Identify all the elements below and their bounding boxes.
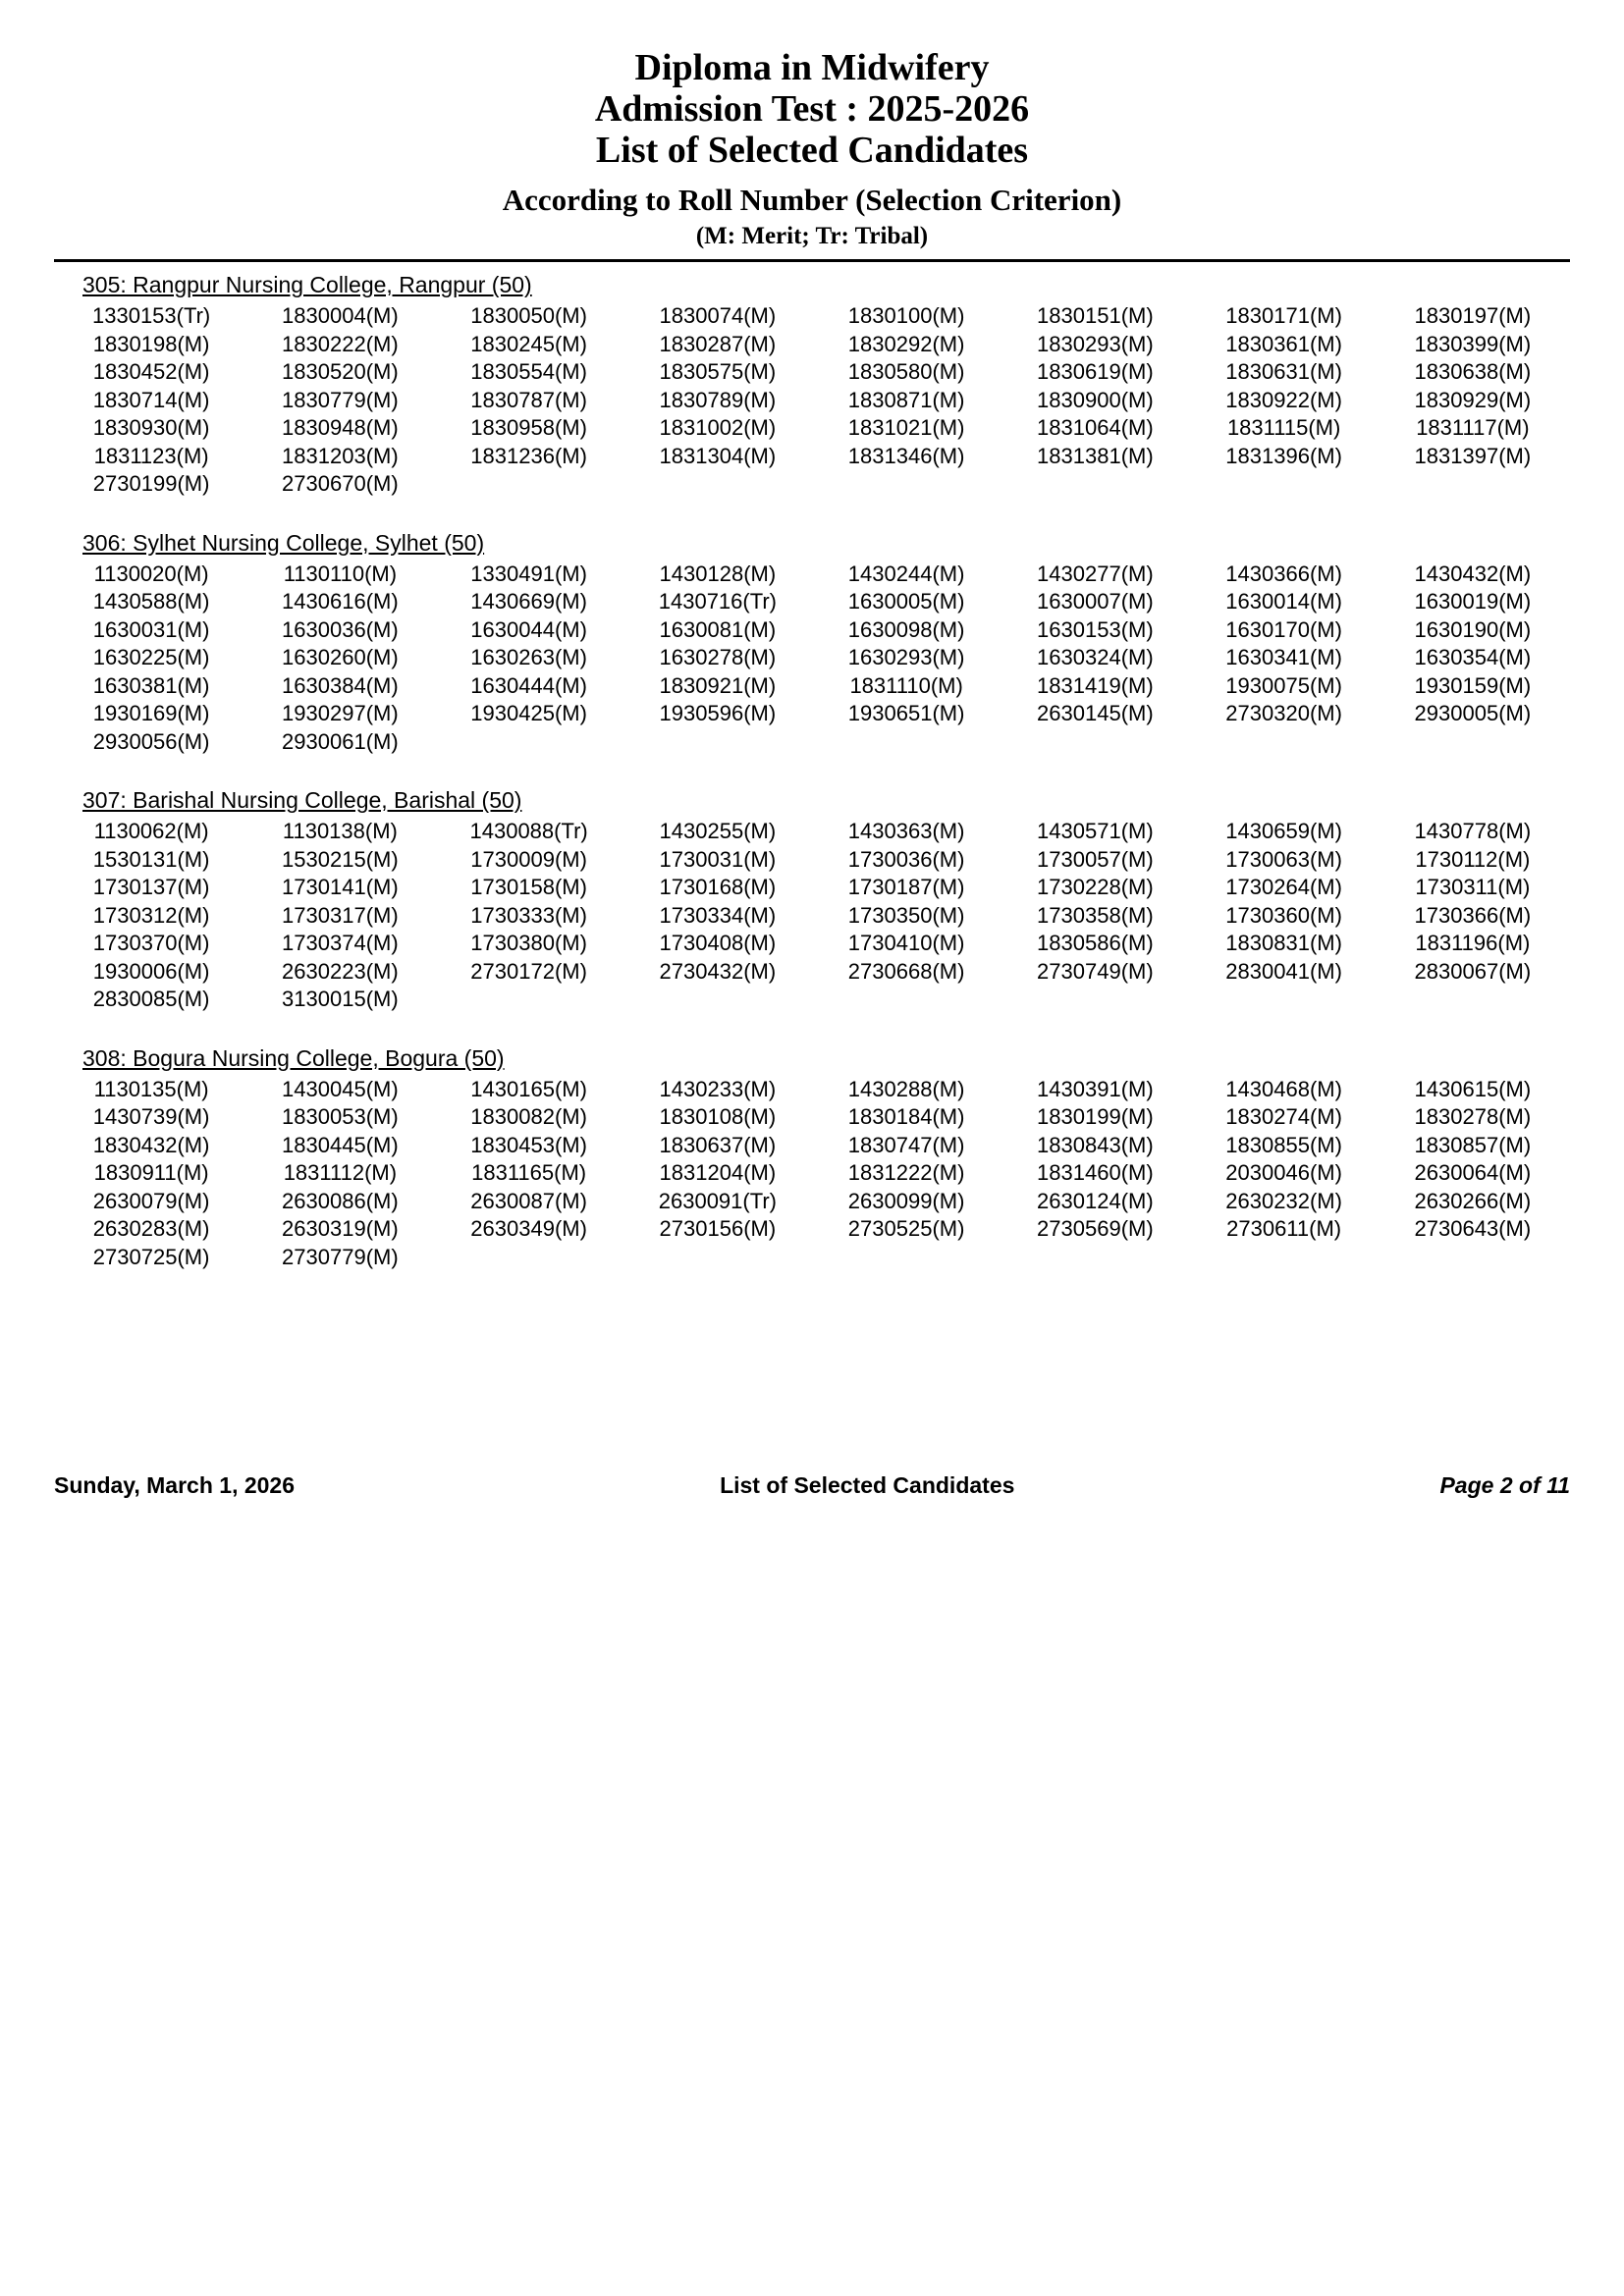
roll-number: 1430716(Tr) [658, 589, 777, 614]
roll-number: 1830074(M) [659, 303, 777, 328]
roll-number: 1630036(M) [282, 616, 399, 642]
roll-number: 1330491(M) [470, 561, 587, 586]
roll-number: 1930169(M) [92, 701, 210, 725]
college-section [57, 272, 1567, 499]
roll-number: 1830361(M) [1225, 331, 1342, 356]
roll-number: 1930159(M) [1414, 672, 1532, 698]
roll-number: 1430088(Tr) [469, 819, 588, 843]
roll-number: 1430165(M) [470, 1076, 587, 1101]
roll-number: 1530215(M) [282, 846, 399, 872]
roll-number: 1830197(M) [1414, 303, 1532, 328]
roll-number: 1830053(M) [282, 1104, 399, 1129]
roll-number: 1831002(M) [659, 415, 777, 440]
roll-number: 1730112(M) [1415, 846, 1531, 872]
roll-number: 1830108(M) [659, 1104, 777, 1129]
roll-number: 2630064(M) [1414, 1160, 1532, 1185]
college-section-heading: 307: Barishal Nursing College, Barishal (50) [82, 787, 522, 813]
roll-number: 1831346(M) [847, 443, 965, 468]
roll-number: 1831236(M) [470, 443, 587, 468]
roll-number: 2630223(M) [282, 958, 399, 984]
roll-number: 2630086(M) [282, 1188, 399, 1213]
roll-number: 1630384(M) [282, 672, 399, 698]
roll-number: 1630098(M) [847, 616, 965, 642]
roll-number: 1730380(M) [470, 931, 587, 955]
roll-number: 1630170(M) [1225, 616, 1342, 642]
roll-number: 2730156(M) [659, 1216, 777, 1241]
roll-number: 1830575(M) [659, 359, 777, 384]
roll-number: 3130015(M) [282, 987, 399, 1011]
roll-number: 2730172(M) [470, 958, 587, 984]
roll-number: 1630031(M) [92, 616, 210, 642]
roll-number: 1831064(M) [1037, 415, 1154, 440]
roll-number: 1930075(M) [1225, 672, 1342, 698]
roll-number: 1630354(M) [1414, 645, 1532, 669]
roll-number: 2730569(M) [1037, 1216, 1154, 1241]
roll-number: 1830287(M) [659, 331, 777, 356]
roll-number: 1830151(M) [1037, 303, 1154, 328]
roll-number: 2730668(M) [847, 958, 965, 984]
roll-number: 1530131(M) [92, 846, 210, 872]
college-section [57, 530, 1567, 757]
roll-number: 1831203(M) [282, 443, 399, 468]
roll-number: 1830787(M) [470, 387, 587, 412]
roll-number: 1730228(M) [1037, 875, 1154, 899]
roll-number: 1830050(M) [470, 303, 587, 328]
roll-number: 1130062(M) [93, 819, 209, 843]
roll-number: 1730036(M) [847, 846, 965, 872]
roll-number: 1831165(M) [471, 1160, 587, 1185]
roll-number: 1730366(M) [1414, 902, 1532, 928]
roll-number: 2730432(M) [659, 958, 777, 984]
roll-number: 1730031(M) [659, 846, 777, 872]
roll-number: 2730670(M) [282, 471, 399, 496]
roll-number: 2630145(M) [1037, 701, 1154, 725]
roll-number: 1430778(M) [1414, 819, 1532, 843]
college-section-heading: 305: Rangpur Nursing College, Rangpur (50) [82, 272, 532, 297]
roll-number: 1630260(M) [282, 645, 399, 669]
roll-number: 1830432(M) [92, 1132, 210, 1157]
document-title-line-1: Diploma in Midwifery [634, 47, 990, 88]
roll-number: 2730611(M) [1226, 1216, 1342, 1241]
roll-number: 1130135(M) [93, 1076, 209, 1101]
roll-number: 1630081(M) [659, 616, 777, 642]
roll-number: 2830085(M) [92, 987, 210, 1011]
roll-number: 1630225(M) [92, 645, 210, 669]
roll-number: 1430288(M) [847, 1076, 965, 1101]
roll-number: 1730057(M) [1037, 846, 1154, 872]
roll-number: 1430739(M) [92, 1104, 210, 1129]
roll-number: 1430128(M) [659, 561, 777, 586]
footer-date: Sunday, March 1, 2026 [54, 1472, 296, 1498]
footer-page-number: Page 2 of 11 [1439, 1472, 1570, 1498]
roll-number: 1430571(M) [1037, 819, 1154, 843]
roll-number: 1830619(M) [1037, 359, 1154, 384]
roll-number: 1630341(M) [1225, 645, 1342, 669]
roll-number: 1630278(M) [659, 645, 777, 669]
roll-number: 1730312(M) [92, 902, 210, 928]
roll-number: 1430391(M) [1037, 1076, 1154, 1101]
roll-number: 1830198(M) [92, 331, 210, 356]
roll-number: 1830958(M) [470, 415, 587, 440]
roll-number: 1430588(M) [92, 589, 210, 614]
roll-number: 1730358(M) [1037, 902, 1154, 928]
roll-number: 1830948(M) [282, 415, 399, 440]
roll-number: 1730168(M) [659, 875, 777, 899]
roll-number: 1430468(M) [1225, 1076, 1342, 1101]
roll-number: 1630153(M) [1037, 616, 1154, 642]
roll-number: 1831304(M) [659, 443, 777, 468]
roll-number: 2730749(M) [1037, 958, 1154, 984]
roll-number: 2630124(M) [1037, 1188, 1154, 1213]
roll-number: 1430045(M) [282, 1076, 399, 1101]
roll-number: 1831204(M) [659, 1160, 777, 1185]
roll-number: 1830554(M) [470, 359, 587, 384]
roll-number: 1930297(M) [282, 701, 399, 725]
roll-number: 1830292(M) [847, 331, 965, 356]
roll-number: 1830399(M) [1414, 331, 1532, 356]
roll-number: 2730643(M) [1414, 1216, 1532, 1241]
roll-number: 1830245(M) [470, 331, 587, 356]
roll-number: 1730350(M) [847, 902, 965, 928]
roll-number: 1830843(M) [1037, 1132, 1154, 1157]
roll-number: 1330153(Tr) [92, 303, 211, 328]
roll-number: 1130020(M) [93, 561, 209, 586]
roll-number: 2930056(M) [92, 728, 210, 754]
roll-number: 1830921(M) [659, 672, 777, 698]
roll-number: 2630266(M) [1414, 1188, 1532, 1213]
roll-number: 1630324(M) [1037, 645, 1154, 669]
roll-number: 1930651(M) [847, 701, 965, 725]
roll-number: 1630444(M) [470, 672, 587, 698]
roll-number: 2630283(M) [92, 1216, 210, 1241]
roll-number: 1730187(M) [847, 875, 965, 899]
roll-number: 1630293(M) [847, 645, 965, 669]
roll-number: 1430615(M) [1414, 1076, 1532, 1101]
roll-number: 1730264(M) [1225, 875, 1342, 899]
roll-number: 1830445(M) [282, 1132, 399, 1157]
roll-number: 2630319(M) [282, 1216, 399, 1241]
roll-number: 2730525(M) [847, 1216, 965, 1241]
college-section [57, 787, 1567, 1014]
roll-number: 1830520(M) [282, 359, 399, 384]
roll-number: 1830779(M) [282, 387, 399, 412]
roll-number: 1830911(M) [93, 1160, 209, 1185]
roll-number: 1830631(M) [1225, 359, 1342, 384]
roll-number: 1830199(M) [1037, 1104, 1154, 1129]
roll-number: 1630263(M) [470, 645, 587, 669]
roll-number: 1130138(M) [282, 819, 398, 843]
roll-number: 1830857(M) [1414, 1132, 1532, 1157]
roll-number: 1730370(M) [92, 931, 210, 955]
roll-number: 2730199(M) [92, 471, 210, 496]
college-section-heading: 308: Bogura Nursing College, Bogura (50) [82, 1044, 505, 1071]
roll-number: 1630014(M) [1225, 589, 1342, 614]
roll-number: 1430366(M) [1225, 561, 1342, 586]
roll-number: 1730410(M) [847, 931, 965, 955]
roll-number: 1730360(M) [1225, 902, 1342, 928]
roll-number: 1830637(M) [659, 1132, 777, 1157]
roll-number: 1430432(M) [1414, 561, 1532, 586]
roll-number: 1930006(M) [92, 958, 210, 984]
document-title-line-2: Admission Test : 2025-2026 [594, 88, 1030, 130]
roll-number: 1930596(M) [659, 701, 777, 725]
roll-number: 1831110(M) [849, 672, 963, 698]
roll-number: 1830580(M) [847, 359, 965, 384]
roll-number: 1730408(M) [659, 931, 777, 955]
roll-number: 1630190(M) [1414, 616, 1532, 642]
roll-number: 1730333(M) [470, 902, 587, 928]
roll-number: 2930005(M) [1414, 701, 1532, 725]
roll-number: 1430233(M) [659, 1076, 777, 1101]
roll-number: 1730141(M) [282, 875, 399, 899]
roll-number: 1830922(M) [1225, 387, 1342, 412]
roll-number: 1830274(M) [1225, 1104, 1342, 1129]
college-section [57, 1045, 1567, 1272]
roll-number: 2630087(M) [470, 1188, 587, 1213]
roll-number: 1830714(M) [92, 387, 210, 412]
roll-grid [57, 561, 1567, 757]
roll-number: 1830586(M) [1037, 931, 1154, 955]
sections-container [0, 262, 1624, 1271]
roll-number: 1830747(M) [847, 1132, 965, 1157]
roll-number: 1730137(M) [92, 875, 210, 899]
roll-number: 1830082(M) [470, 1104, 587, 1129]
roll-number: 1430244(M) [847, 561, 965, 586]
roll-number: 1831396(M) [1225, 443, 1342, 468]
footer-doc-title: List of Selected Candidates [720, 1472, 1015, 1498]
roll-number: 1830831(M) [1225, 931, 1342, 955]
roll-number: 1830638(M) [1414, 359, 1532, 384]
roll-number: 1831460(M) [1037, 1160, 1154, 1185]
roll-number: 1831419(M) [1037, 672, 1154, 698]
roll-grid [57, 818, 1567, 1014]
roll-number: 1830171(M) [1225, 303, 1342, 328]
roll-number: 1830929(M) [1414, 387, 1532, 412]
roll-number: 2030046(M) [1225, 1160, 1342, 1185]
roll-number: 1831021(M) [847, 415, 965, 440]
roll-number: 1830278(M) [1414, 1104, 1532, 1129]
roll-number: 1730063(M) [1225, 846, 1342, 872]
roll-number: 1830871(M) [847, 387, 965, 412]
roll-number: 1730334(M) [659, 902, 777, 928]
roll-number: 1630007(M) [1037, 589, 1154, 614]
roll-number: 2730320(M) [1225, 701, 1342, 725]
roll-number: 1630044(M) [470, 616, 587, 642]
document-header [0, 0, 1624, 251]
roll-number: 1831117(M) [1416, 415, 1530, 440]
roll-number: 1430255(M) [659, 819, 777, 843]
roll-number: 1830855(M) [1225, 1132, 1342, 1157]
roll-number: 2730725(M) [92, 1244, 210, 1269]
roll-number: 1830900(M) [1037, 387, 1154, 412]
roll-number: 1830100(M) [847, 303, 965, 328]
roll-number: 1831123(M) [93, 443, 209, 468]
roll-number: 1831112(M) [283, 1160, 398, 1185]
roll-number: 1831222(M) [847, 1160, 965, 1185]
roll-number: 1830789(M) [659, 387, 777, 412]
roll-number: 1830222(M) [282, 331, 399, 356]
legend-note: (M: Merit; Tr: Tribal) [695, 223, 929, 249]
roll-number: 1730158(M) [470, 875, 587, 899]
roll-number: 1430669(M) [470, 589, 587, 614]
roll-number: 1430363(M) [847, 819, 965, 843]
roll-number: 2730779(M) [282, 1244, 399, 1269]
roll-number: 1730009(M) [470, 846, 587, 872]
roll-number: 1831381(M) [1037, 443, 1154, 468]
document-title-line-3: List of Selected Candidates [595, 130, 1029, 171]
roll-number: 2830067(M) [1414, 958, 1532, 984]
roll-number: 2930061(M) [282, 728, 399, 754]
roll-number: 1430616(M) [282, 589, 399, 614]
roll-number: 1831196(M) [1415, 931, 1531, 955]
roll-number: 1630019(M) [1414, 589, 1532, 614]
roll-number: 2630079(M) [92, 1188, 210, 1213]
roll-number: 1130110(M) [283, 561, 398, 586]
roll-number: 2630099(M) [847, 1188, 965, 1213]
roll-number: 1830293(M) [1037, 331, 1154, 356]
roll-number: 2630232(M) [1225, 1188, 1342, 1213]
roll-number: 1630005(M) [847, 589, 965, 614]
roll-number: 1830004(M) [282, 303, 399, 328]
roll-number: 1430277(M) [1037, 561, 1154, 586]
selection-criterion-subtitle: According to Roll Number (Selection Criterion) [502, 183, 1122, 217]
roll-number: 1830453(M) [470, 1132, 587, 1157]
roll-number: 1831115(M) [1226, 415, 1341, 440]
roll-grid [57, 302, 1567, 499]
roll-number: 1630381(M) [92, 672, 210, 698]
roll-number: 1730311(M) [1415, 875, 1531, 899]
roll-number: 1830452(M) [92, 359, 210, 384]
roll-number: 1930425(M) [470, 701, 587, 725]
roll-number: 2830041(M) [1225, 958, 1342, 984]
page-footer [54, 1472, 1570, 1499]
roll-number: 2630349(M) [470, 1216, 587, 1241]
roll-number: 1831397(M) [1414, 443, 1532, 468]
roll-grid [57, 1076, 1567, 1272]
roll-number: 1430659(M) [1225, 819, 1342, 843]
roll-number: 2630091(Tr) [658, 1188, 777, 1213]
roll-number: 1830930(M) [92, 415, 210, 440]
college-section-heading: 306: Sylhet Nursing College, Sylhet (50) [82, 529, 485, 556]
roll-number: 1830184(M) [847, 1104, 965, 1129]
roll-number: 1730317(M) [282, 902, 399, 928]
roll-number: 1730374(M) [282, 931, 399, 955]
